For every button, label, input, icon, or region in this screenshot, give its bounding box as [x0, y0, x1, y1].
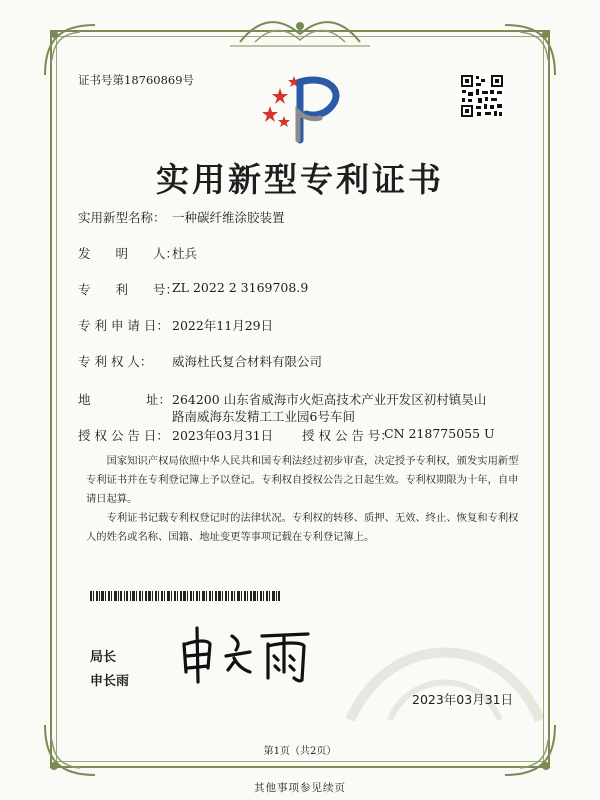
address-line-1: 264200 山东省威海市火炬高技术产业开发区初村镇昊山	[172, 392, 487, 407]
patentee-value: 威海杜氏复合材料有限公司	[172, 354, 323, 369]
top-ornament-icon	[230, 12, 370, 52]
handwritten-signature	[176, 622, 316, 686]
body-paragraph-2-line-2: 人的姓名或名称、国籍、地址变更等事项记载在专利登记簿上。	[86, 531, 375, 543]
body-paragraph-1-line-3: 请日起算。	[86, 493, 138, 505]
qr-code-icon	[460, 74, 504, 118]
address-label-end: 址：	[146, 392, 172, 407]
body-paragraph-1-line-2: 专利证书并在专利登记簿上予以登记。专利权自授权公告之日起生效。专利权期限为十年，自申	[86, 474, 519, 486]
grant-number-label: 授 权 公 告 号：	[302, 428, 393, 443]
patent-number-value: ZL 2022 2 3169708.9	[172, 280, 309, 295]
page-indicator: 第1页（共2页）	[263, 746, 337, 757]
cnipa-watermark-icon	[330, 610, 560, 730]
patentee-label: 专 利 权 人：	[78, 354, 153, 369]
page-title: 实用新型专利证书	[156, 160, 444, 199]
address-label-start: 地	[78, 392, 91, 407]
body-paragraph-2-line-1: 专利证书记载专利权登记时的法律状况。专利权的转移、质押、无效、终止、恢复和专利权	[86, 512, 519, 524]
certificate-number: 证书号第18760869号	[78, 73, 195, 87]
director-name: 申长雨	[90, 674, 130, 689]
footer-note: 其他事项参见续页	[254, 782, 346, 794]
corner-ornament-icon	[40, 20, 100, 80]
inventor-value: 杜兵	[172, 246, 198, 261]
grant-number-value: CN 218775055 U	[384, 426, 495, 441]
grant-date-label: 授 权 公 告 日：	[78, 428, 169, 443]
filing-date-value: 2022年11月29日	[172, 318, 274, 333]
filing-date-label: 专 利 申 请 日：	[78, 318, 169, 333]
corner-ornament-icon	[500, 20, 560, 80]
patent-number-label: 专 利 号：	[78, 282, 179, 297]
address-line-2: 路南威海东发精工工业园6号车间	[172, 409, 355, 424]
inventor-label: 发 明 人：	[78, 246, 179, 261]
barcode-icon	[90, 591, 280, 601]
utility-name-label: 实用新型名称：	[78, 210, 166, 225]
director-title: 局长	[90, 650, 117, 665]
signature-date: 2023年03月31日	[412, 692, 514, 707]
cnipa-logo-icon	[258, 66, 348, 146]
body-paragraph-1-line-1: 国家知识产权局依照中华人民共和国专利法经过初步审查，决定授予专利权，颁发实用新型	[86, 455, 519, 467]
grant-date-value: 2023年03月31日	[172, 428, 274, 443]
utility-name-value: 一种碳纤维涂胶装置	[172, 210, 285, 225]
